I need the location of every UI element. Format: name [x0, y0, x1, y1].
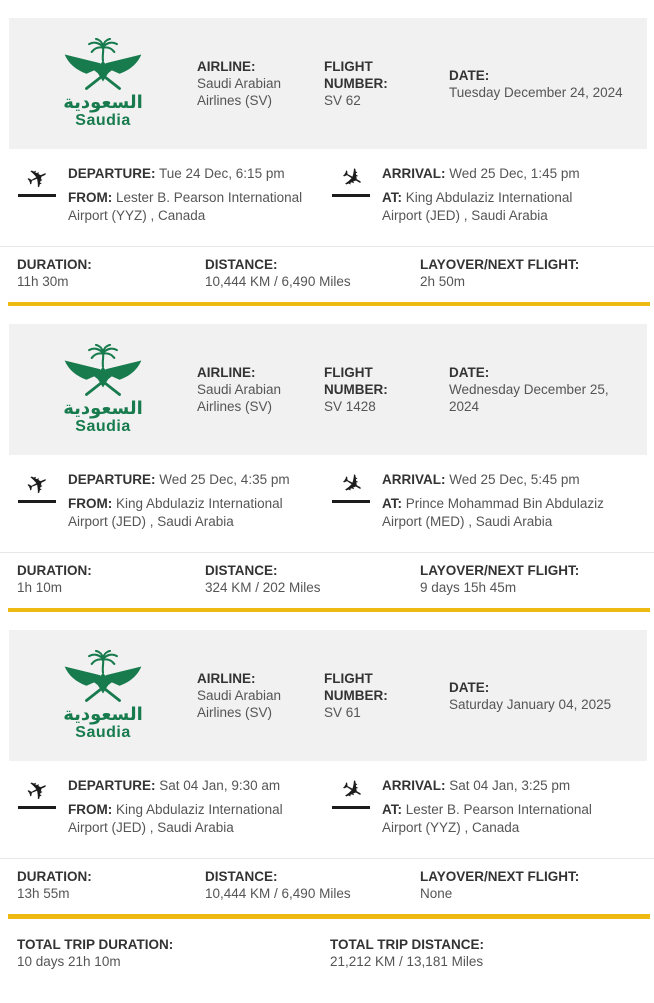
date-label: DATE: — [449, 67, 490, 83]
from-line — [68, 495, 306, 531]
flight-number-label: FLIGHT NUMBER: — [324, 671, 388, 703]
card-header — [9, 630, 647, 761]
airline-value: Saudi Arabian Airlines (SV) — [197, 688, 282, 720]
trip-totals — [0, 919, 654, 990]
plane-takeoff-glyph: ✈ — [21, 466, 55, 504]
departure-label: DEPARTURE: — [68, 778, 156, 793]
distance-field — [205, 562, 420, 596]
from-line — [68, 801, 306, 837]
duration-label: DURATION: — [17, 257, 92, 272]
departure-line — [68, 165, 306, 183]
date-value: Tuesday December 24, 2024 — [449, 84, 623, 100]
layover-label: LAYOVER/NEXT FLIGHT: — [420, 257, 580, 272]
saudia-logo — [9, 38, 197, 129]
plane-landing-glyph: ✈ — [335, 160, 369, 198]
duration-field — [17, 256, 205, 290]
card-header — [9, 18, 647, 149]
at-line — [382, 495, 610, 531]
date-value: Wednesday December 25, 2024 — [449, 382, 609, 414]
airline-label: AIRLINE: — [197, 671, 256, 686]
card-gap — [0, 306, 654, 324]
logo-arabic-text: السعودية — [63, 397, 143, 418]
date-label: DATE: — [449, 365, 490, 380]
logo-latin-text: Saudia — [75, 723, 131, 741]
arrival-block — [332, 772, 654, 847]
departure-time: Tue 24 Dec, 6:15 pm — [159, 166, 285, 181]
stats-row — [0, 247, 654, 302]
arrival-airport: Prince Mohammad Bin Abdulaziz Airport (MED) , Saudi Arabia — [382, 496, 604, 529]
date-value: Saturday January 04, 2025 — [449, 696, 612, 712]
arrival-line — [382, 777, 610, 795]
airline-field — [197, 58, 324, 109]
plane-takeoff-icon — [18, 160, 68, 198]
departure-label: DEPARTURE: — [68, 166, 156, 181]
departure-text — [68, 471, 306, 531]
duration-label: DURATION: — [17, 563, 92, 578]
logo-arabic-text: السعودية — [63, 703, 143, 724]
duration-value: 11h 30m — [17, 274, 69, 289]
arrival-block — [332, 466, 654, 541]
airline-value: Saudi Arabian Airlines (SV) — [197, 76, 282, 108]
plane-landing-icon — [332, 160, 382, 198]
saudia-bird-palm-icon — [59, 344, 147, 398]
distance-value: 10,444 KM / 6,490 Miles — [205, 274, 351, 289]
at-line — [382, 801, 610, 837]
route-row — [0, 455, 654, 541]
at-label: AT: — [382, 190, 402, 205]
saudia-logo — [9, 344, 197, 435]
departure-airport: Lester B. Pearson International Airport (YYZ) , Canada — [68, 190, 303, 223]
duration-label: DURATION: — [17, 869, 92, 884]
date-field — [449, 67, 647, 101]
plane-takeoff-icon — [18, 466, 68, 504]
distance-label: DISTANCE: — [205, 563, 278, 578]
duration-value: 13h 55m — [17, 886, 70, 901]
distance-value: 324 KM / 202 Miles — [205, 580, 321, 595]
from-label: FROM: — [68, 802, 113, 817]
arrival-label: ARRIVAL: — [382, 778, 446, 793]
saudia-bird-palm-icon — [59, 650, 147, 704]
duration-field — [17, 868, 205, 902]
date-field — [449, 364, 647, 415]
total-duration-label: TOTAL TRIP DURATION: — [17, 937, 174, 952]
departure-text — [68, 165, 306, 225]
arrival-line — [382, 165, 610, 183]
layover-field — [420, 562, 654, 596]
plane-landing-icon — [332, 466, 382, 504]
duration-value: 1h 10m — [17, 580, 63, 595]
distance-field — [205, 256, 420, 290]
airline-field — [197, 364, 324, 415]
logo-latin-text: Saudia — [75, 111, 131, 129]
stats-row — [0, 859, 654, 914]
flight-number-label: FLIGHT NUMBER: — [324, 59, 388, 91]
total-duration-value: 10 days 21h 10m — [17, 954, 121, 969]
plane-takeoff-icon — [18, 772, 68, 810]
logo-latin-text: Saudia — [75, 417, 131, 435]
departure-time: Wed 25 Dec, 4:35 pm — [159, 472, 290, 487]
route-row — [0, 149, 654, 235]
from-label: FROM: — [68, 190, 113, 205]
flight-number-field — [324, 670, 449, 721]
flight-number-value: SV 61 — [324, 705, 361, 720]
flight-number-label: FLIGHT NUMBER: — [324, 365, 388, 397]
arrival-time: Wed 25 Dec, 1:45 pm — [449, 166, 580, 181]
flight-cards — [0, 18, 654, 919]
layover-value: 9 days 15h 45m — [420, 580, 517, 595]
departure-block — [18, 466, 332, 541]
card-gap — [0, 612, 654, 630]
flight-number-field — [324, 364, 449, 415]
totals-row — [0, 919, 654, 990]
airline-field — [197, 670, 324, 721]
total-duration-field — [17, 936, 330, 970]
departure-block — [18, 160, 332, 235]
departure-label: DEPARTURE: — [68, 472, 156, 487]
airline-label: AIRLINE: — [197, 59, 256, 74]
flight-card — [0, 18, 654, 324]
flight-card — [0, 630, 654, 919]
date-field — [449, 679, 647, 713]
departure-block — [18, 772, 332, 847]
from-line — [68, 189, 306, 225]
departure-text — [68, 777, 306, 837]
arrival-airport: King Abdulaziz International Airport (JED) , Saudi Arabia — [382, 190, 573, 223]
total-distance-field — [330, 936, 654, 970]
flight-card — [0, 324, 654, 630]
arrival-block — [332, 160, 654, 235]
card-header — [9, 324, 647, 455]
distance-label: DISTANCE: — [205, 257, 278, 272]
plane-landing-icon — [332, 772, 382, 810]
arrival-line — [382, 471, 610, 489]
layover-field — [420, 868, 654, 902]
flight-number-value: SV 62 — [324, 93, 361, 108]
airline-value: Saudi Arabian Airlines (SV) — [197, 382, 282, 414]
flight-number-field — [324, 58, 449, 109]
arrival-time: Sat 04 Jan, 3:25 pm — [449, 778, 571, 793]
at-label: AT: — [382, 802, 402, 817]
from-label: FROM: — [68, 496, 113, 511]
at-line — [382, 189, 610, 225]
saudia-logo — [9, 650, 197, 741]
stats-row — [0, 553, 654, 608]
distance-value: 10,444 KM / 6,490 Miles — [205, 886, 351, 901]
date-label: DATE: — [449, 679, 490, 695]
saudia-bird-palm-icon — [59, 38, 147, 92]
departure-line — [68, 471, 306, 489]
plane-takeoff-glyph: ✈ — [21, 160, 55, 198]
duration-field — [17, 562, 205, 596]
distance-field — [205, 868, 420, 902]
layover-field — [420, 256, 654, 290]
layover-value: 2h 50m — [420, 274, 466, 289]
arrival-airport: Lester B. Pearson International Airport (YYZ) , Canada — [382, 802, 592, 835]
plane-takeoff-glyph: ✈ — [21, 772, 55, 810]
layover-label: LAYOVER/NEXT FLIGHT: — [420, 563, 580, 578]
layover-label: LAYOVER/NEXT FLIGHT: — [420, 869, 580, 884]
arrival-text — [382, 471, 610, 531]
departure-time: Sat 04 Jan, 9:30 am — [159, 778, 281, 793]
airline-label: AIRLINE: — [197, 365, 256, 380]
departure-airport: King Abdulaziz International Airport (JED) , Saudi Arabia — [68, 802, 283, 835]
plane-landing-glyph: ✈ — [335, 772, 369, 810]
arrival-text — [382, 777, 610, 837]
layover-value: None — [420, 886, 453, 901]
flight-number-value: SV 1428 — [324, 399, 376, 414]
departure-airport: King Abdulaziz International Airport (JED) , Saudi Arabia — [68, 496, 283, 529]
route-row — [0, 761, 654, 847]
arrival-time: Wed 25 Dec, 5:45 pm — [449, 472, 580, 487]
at-label: AT: — [382, 496, 402, 511]
plane-landing-glyph: ✈ — [335, 466, 369, 504]
arrival-label: ARRIVAL: — [382, 166, 446, 181]
total-distance-label: TOTAL TRIP DISTANCE: — [330, 937, 485, 952]
arrival-label: ARRIVAL: — [382, 472, 446, 487]
total-distance-value: 21,212 KM / 13,181 Miles — [330, 954, 484, 969]
arrival-text — [382, 165, 610, 225]
distance-label: DISTANCE: — [205, 869, 278, 884]
departure-line — [68, 777, 306, 795]
logo-arabic-text: السعودية — [63, 91, 143, 112]
